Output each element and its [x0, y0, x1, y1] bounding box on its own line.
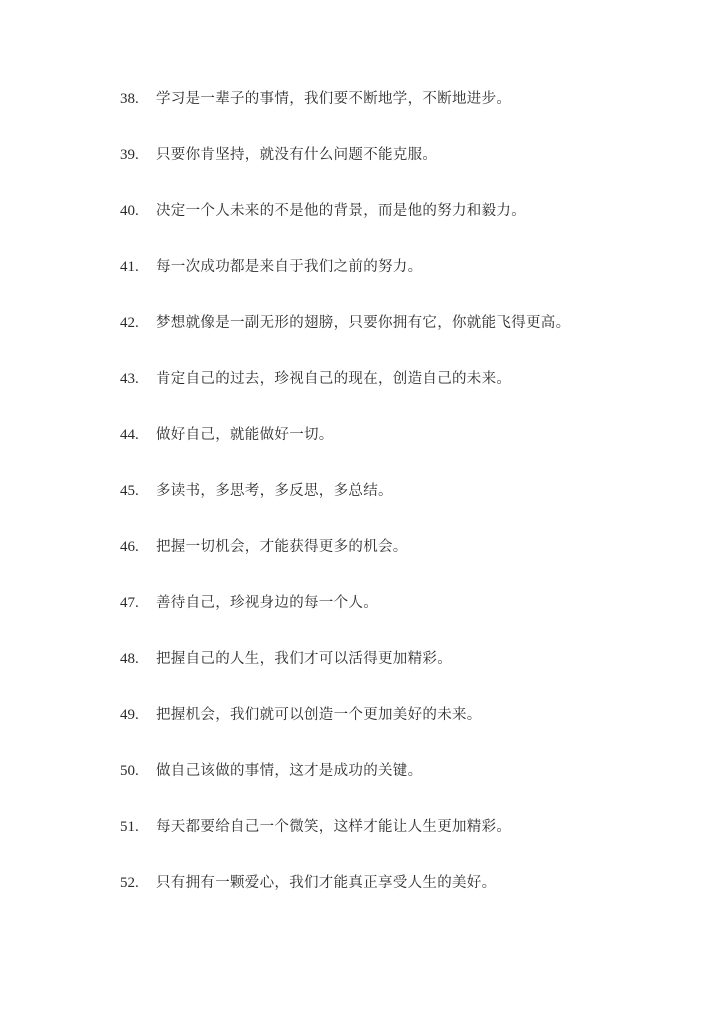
quote-list: [120, 86, 570, 926]
item-text: 梦想就像是一副无形的翅膀，只要你拥有它，你就能飞得更高。: [156, 315, 571, 331]
item-number: 52.: [120, 875, 139, 891]
item-number: 43.: [120, 371, 139, 387]
item-number: 41.: [120, 259, 139, 275]
item-number: 40.: [120, 203, 139, 219]
item-text: 决定一个人未来的不是他的背景，而是他的努力和毅力。: [156, 203, 526, 219]
item-number: 46.: [120, 539, 139, 555]
list-item: [120, 534, 570, 590]
list-item: [120, 254, 570, 310]
item-text: 善待自己，珍视身边的每一个人。: [156, 595, 378, 611]
item-text: 多读书，多思考，多反思，多总结。: [156, 483, 393, 499]
item-number: 47.: [120, 595, 139, 611]
item-text: 做好自己，就能做好一切。: [156, 427, 334, 443]
item-text: 学习是一辈子的事情，我们要不断地学，不断地进步。: [156, 91, 512, 107]
item-number: 49.: [120, 707, 139, 723]
list-item: [120, 590, 570, 646]
item-number: 42.: [120, 315, 139, 331]
list-item: [120, 142, 570, 198]
item-number: 39.: [120, 147, 139, 163]
item-text: 每天都要给自己一个微笑，这样才能让人生更加精彩。: [156, 819, 512, 835]
list-item: [120, 422, 570, 478]
list-item: [120, 366, 570, 422]
list-item: [120, 478, 570, 534]
item-text: 每一次成功都是来自于我们之前的努力。: [156, 259, 423, 275]
list-item: [120, 814, 570, 870]
item-text: 只要你肯坚持，就没有什么问题不能克服。: [156, 147, 438, 163]
list-item: [120, 198, 570, 254]
item-number: 48.: [120, 651, 139, 667]
list-item: [120, 646, 570, 702]
item-number: 45.: [120, 483, 139, 499]
item-text: 把握机会，我们就可以创造一个更加美好的未来。: [156, 707, 482, 723]
item-text: 只有拥有一颗爱心，我们才能真正享受人生的美好。: [156, 875, 497, 891]
list-item: [120, 702, 570, 758]
item-text: 做自己该做的事情，这才是成功的关键。: [156, 763, 423, 779]
item-number: 44.: [120, 427, 139, 443]
item-text: 把握一切机会，才能获得更多的机会。: [156, 539, 408, 555]
item-number: 38.: [120, 91, 139, 107]
item-text: 肯定自己的过去，珍视自己的现在，创造自己的未来。: [156, 371, 512, 387]
list-item: [120, 870, 570, 926]
item-number: 50.: [120, 763, 139, 779]
list-item: [120, 86, 570, 142]
item-text: 把握自己的人生，我们才可以活得更加精彩。: [156, 651, 452, 667]
list-item: [120, 310, 570, 366]
item-number: 51.: [120, 819, 139, 835]
list-item: [120, 758, 570, 814]
